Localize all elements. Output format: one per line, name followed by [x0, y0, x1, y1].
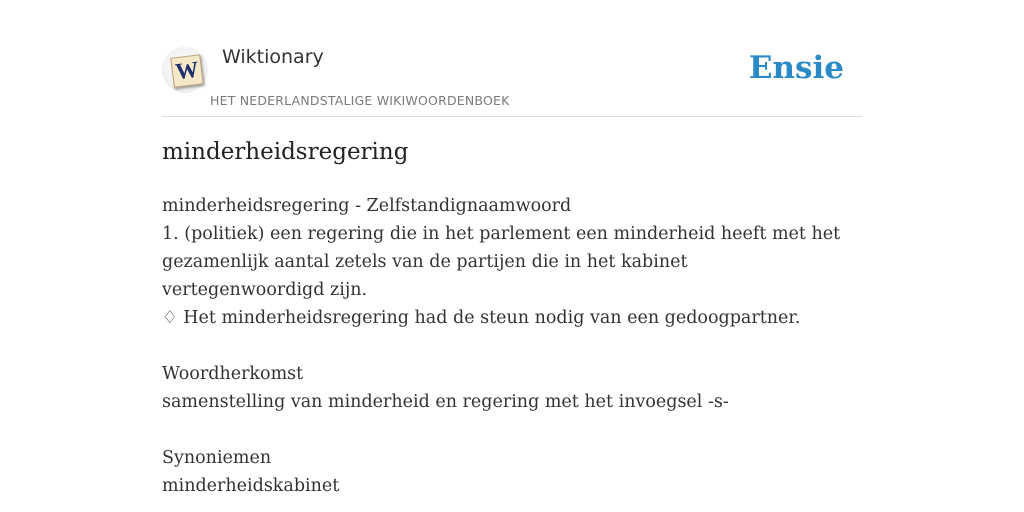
etymology-heading: Woordherkomst	[162, 364, 304, 384]
word-class-line: minderheidsregering - Zelfstandignaamwoord	[162, 196, 572, 216]
synonyms-heading: Synoniemen	[162, 448, 272, 468]
logo-letter-tile: W	[170, 54, 203, 87]
ensie-brand-link[interactable]: Ensie	[748, 50, 844, 86]
example-sentence: ♢ Het minderheidsregering had de steun nodig van een gedoogpartner.	[162, 308, 801, 328]
site-name[interactable]: Wiktionary	[222, 46, 324, 68]
spacer	[162, 416, 852, 444]
entry-content	[162, 192, 852, 500]
definition-text: 1. (politiek) een regering die in het parlement een minderheid heeft met het gezamenlijk aantal zetels van de partijen die in het kabinet vertegenwoordigd zijn.	[162, 224, 841, 300]
wiktionary-logo[interactable]	[162, 47, 208, 93]
site-tagline: HET NEDERLANDSTALIGE WIKIWOORDENBOEK	[210, 93, 510, 108]
synonym-item: minderheidskabinet	[162, 476, 340, 496]
spacer	[162, 332, 852, 360]
etymology-text: samenstelling van minderheid en regering met het invoegsel -s-	[162, 392, 729, 412]
page-title: minderheidsregering	[162, 139, 409, 165]
site-header	[162, 44, 862, 117]
